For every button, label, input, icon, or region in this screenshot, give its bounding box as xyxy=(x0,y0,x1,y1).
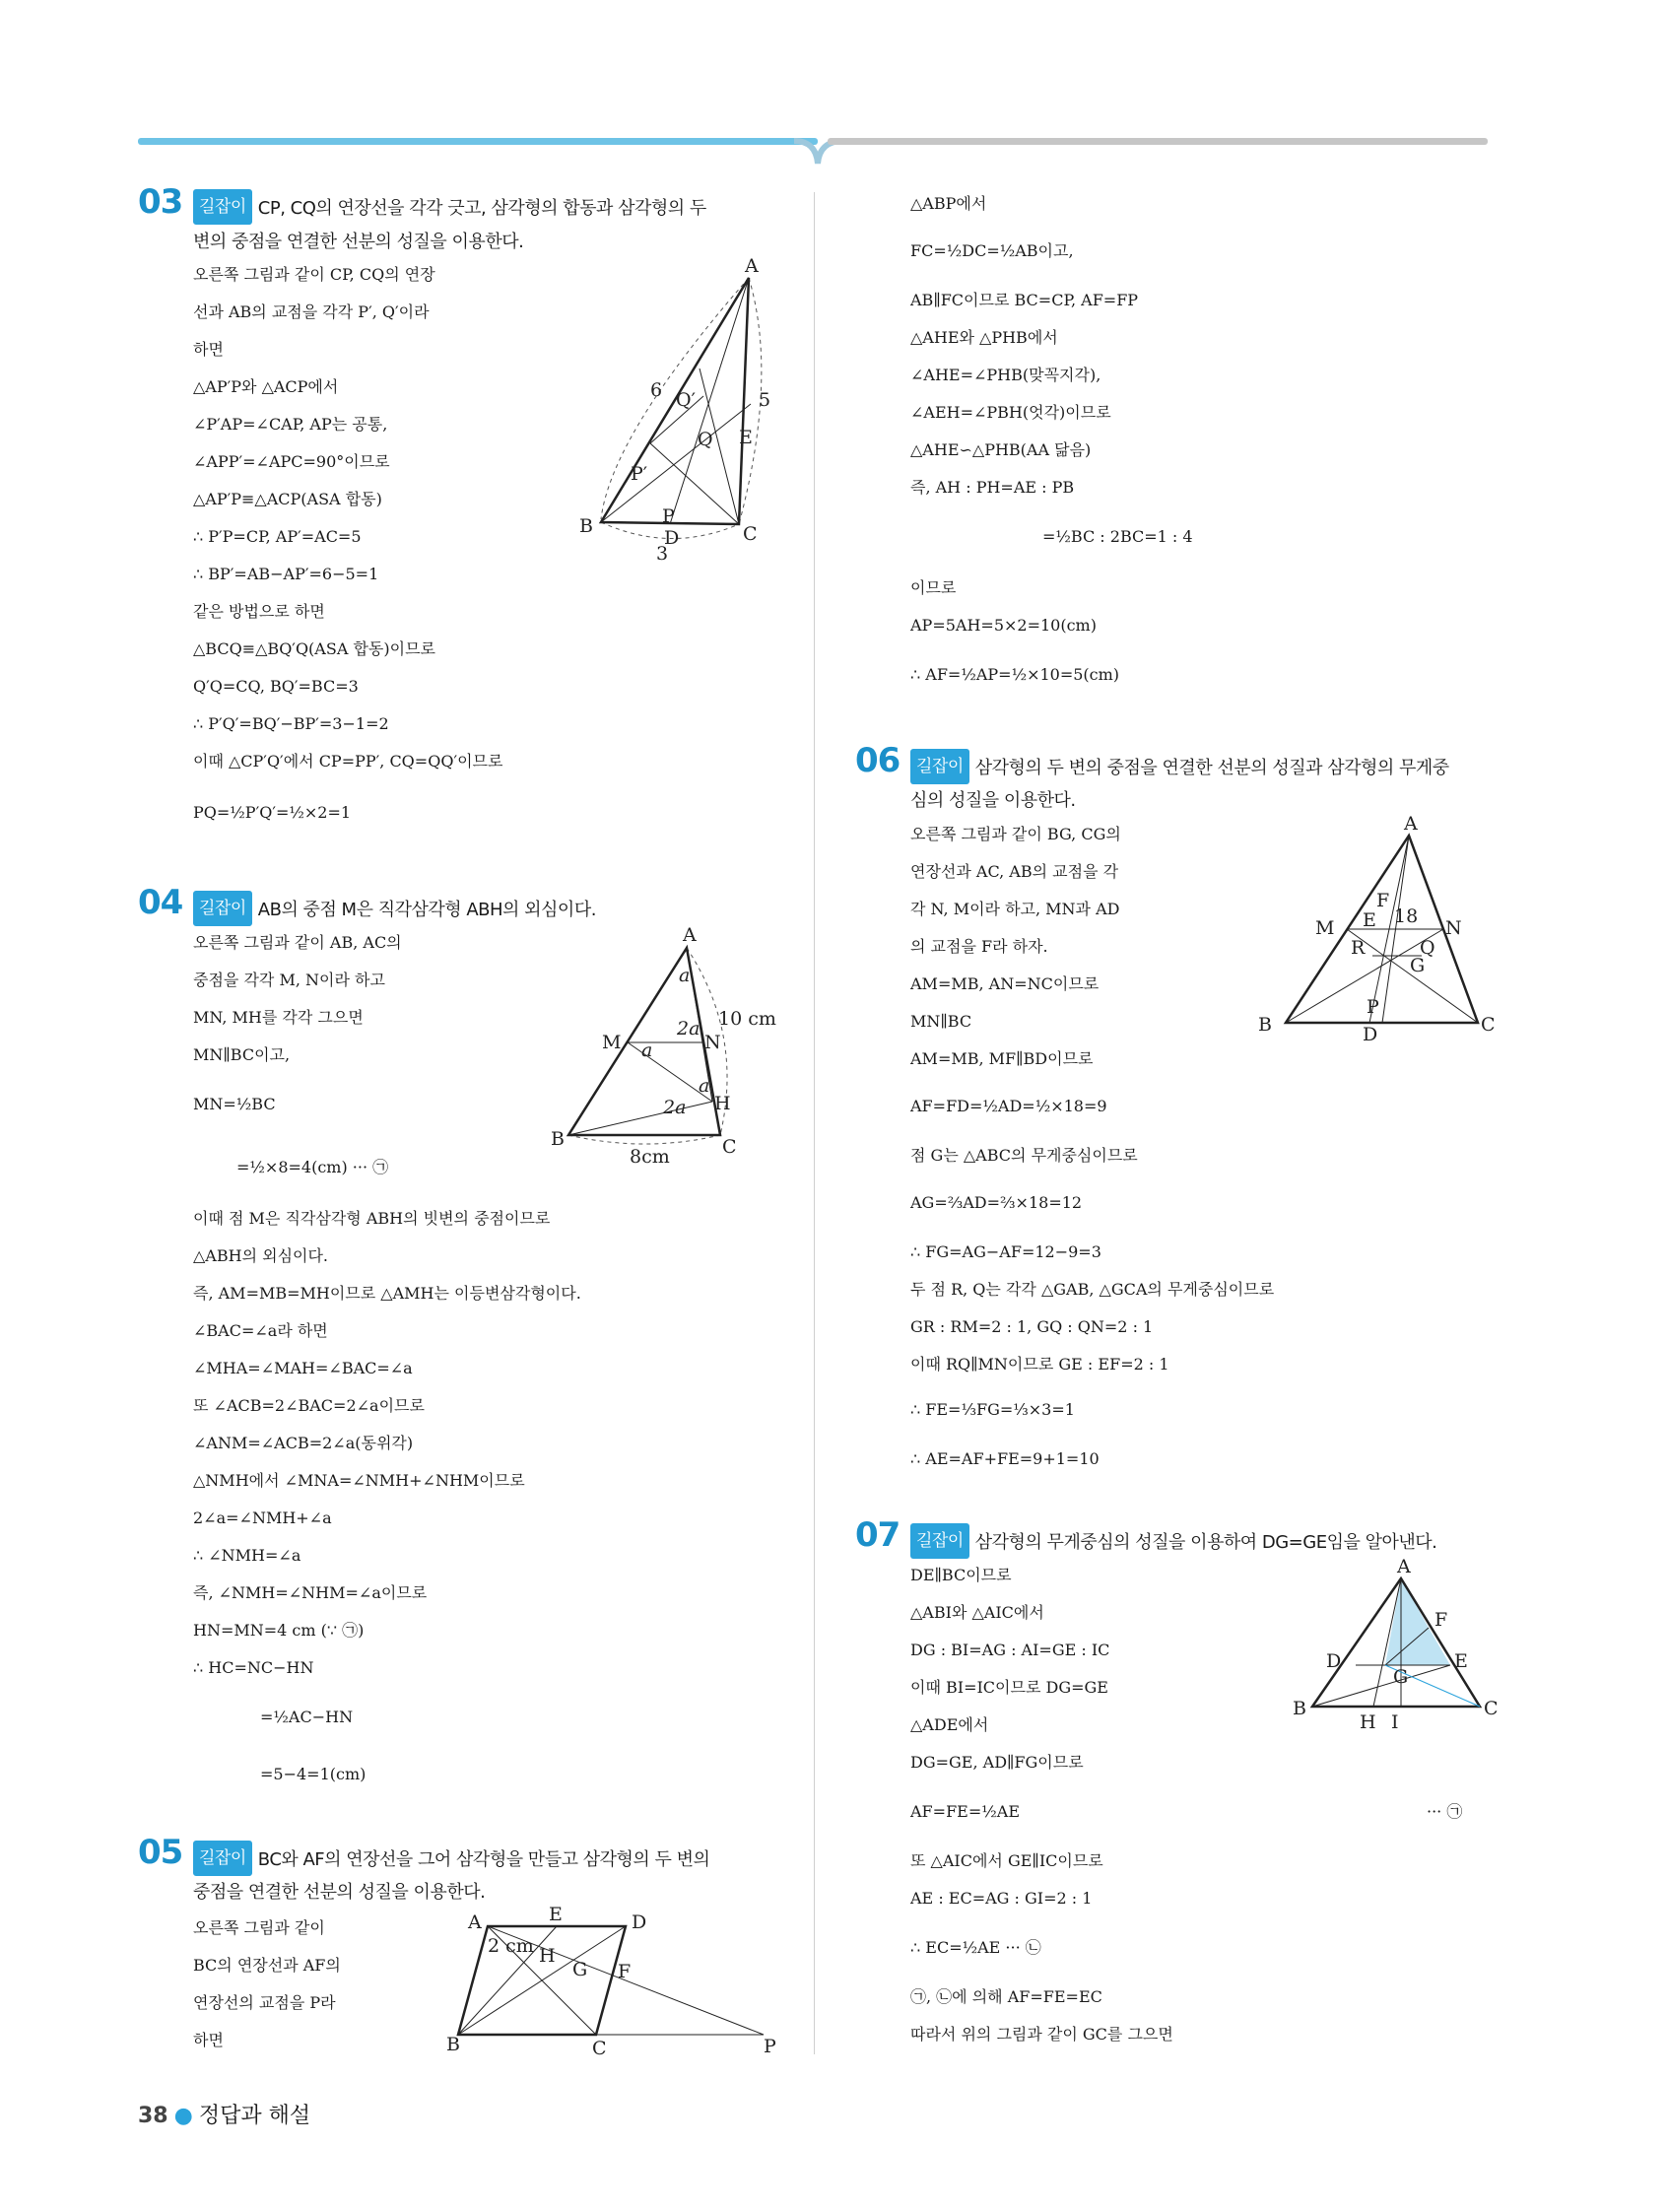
solution-line: PQ=½P′Q′=½×2=1 xyxy=(193,803,352,822)
fig-label-G: G xyxy=(1410,955,1426,976)
solution-line: △AHE와 △PHB에서 xyxy=(910,328,1058,347)
solution-line: ㉠, ㉡에 의해 AF=FE=EC xyxy=(910,1987,1102,2006)
fig-label-H: H xyxy=(714,1093,731,1114)
fig-label-C: C xyxy=(1484,1698,1499,1719)
header-bar-left xyxy=(138,138,818,145)
solution-line: AP=5AH=5×2=10(cm) xyxy=(910,616,1097,635)
solution-line: 하면 xyxy=(193,2031,224,2049)
fig-label-Q: Q xyxy=(698,429,713,450)
column-divider xyxy=(814,192,815,2054)
solution-line: △ADE에서 xyxy=(910,1715,989,1734)
fig-label-A: A xyxy=(683,924,697,946)
solution-line: DE∥BC이므로 xyxy=(910,1566,1012,1584)
hint-tag: 길잡이 xyxy=(193,891,252,926)
problem-number: 03 xyxy=(138,182,183,222)
problem-number: 04 xyxy=(138,883,183,922)
fig-label-C: C xyxy=(722,1136,737,1158)
solution-line: ∴ BP′=AB−AP′=6−5=1 xyxy=(193,565,379,583)
solution-line: △AP′P≡△ACP(ASA 합동) xyxy=(193,490,382,508)
fig-label-F: F xyxy=(1376,890,1390,911)
solution-line: ∴ HC=NC−HN xyxy=(193,1658,314,1677)
solution-line: AF=FE=½AE xyxy=(910,1802,1020,1821)
fig-label-A: A xyxy=(1404,813,1418,835)
solution-line: ∴ FE=⅓FG=⅓×3=1 xyxy=(910,1400,1075,1419)
fig-label-P: P xyxy=(764,2036,776,2057)
solution-line: MN∥BC이고, xyxy=(193,1045,291,1064)
solution-line: 오른쪽 그림과 같이 BG, CG의 xyxy=(910,825,1121,843)
solution-line: 오른쪽 그림과 같이 xyxy=(193,1918,325,1937)
solution-line: 이때 RQ∥MN이므로 GE : EF=2 : 1 xyxy=(910,1355,1169,1374)
fig-label-G: G xyxy=(1393,1666,1409,1688)
fig-label-A: A xyxy=(468,1911,482,1933)
solution-line: ∴ P′P=CP, AP′=AC=5 xyxy=(193,527,362,546)
hint-line: 변의 중점을 연결한 선분의 성질을 이용한다. xyxy=(193,232,524,252)
bullet-icon: ● xyxy=(173,2104,193,2128)
fig-label-A: A xyxy=(745,255,759,277)
solution-line: 이때 점 M은 직각삼각형 ABH의 빗변의 중점이므로 xyxy=(193,1209,551,1228)
triangle-figure-03 xyxy=(571,255,788,565)
fig-label-10cm: 10 cm xyxy=(718,1008,776,1030)
solution-line: AE : EC=AG : GI=2 : 1 xyxy=(910,1889,1093,1908)
hint-line: 중점을 연결한 선분의 성질을 이용한다. xyxy=(193,1882,486,1903)
solution-line: 같은 방법으로 하면 xyxy=(193,602,325,621)
fig-label-N: N xyxy=(1445,917,1462,939)
fig-label-2cm: 2 cm xyxy=(488,1935,534,1957)
solution-line: 각 N, M이라 하고, MN과 AD xyxy=(910,900,1120,918)
fig-label-3: 3 xyxy=(656,543,669,565)
hint-line xyxy=(193,189,706,226)
solution-line: ∠AHE=∠PHB(맞꼭지각), xyxy=(910,366,1101,384)
solution-line: ∴ ∠NMH=∠a xyxy=(193,1546,301,1565)
header-bar-right xyxy=(828,138,1488,145)
hint-line xyxy=(193,891,596,927)
hint-tag: 길잡이 xyxy=(193,1841,252,1876)
solution-line: △ABP에서 xyxy=(910,194,987,213)
solution-line: ∠ANM=∠ACB=2∠a(동위각) xyxy=(193,1434,414,1452)
fig-label-A: A xyxy=(1397,1556,1411,1577)
fig-label-E: E xyxy=(1454,1650,1468,1672)
fig-label-D: D xyxy=(1363,1024,1378,1045)
fig-label-18: 18 xyxy=(1394,905,1419,927)
fig-label-Q-prime: Q′ xyxy=(676,389,696,411)
fig-label-E: E xyxy=(549,1904,563,1925)
solution-line: 이때 △CP′Q′에서 CP=PP′, CQ=QQ′이므로 xyxy=(193,752,503,771)
solution-line: DG=GE, AD∥FG이므로 xyxy=(910,1753,1084,1772)
hint-text: BC와 AF의 연장선을 그어 삼각형을 만들고 삼각형의 두 변의 xyxy=(257,1849,710,1870)
hint-line: 심의 성질을 이용한다. xyxy=(910,790,1076,811)
solution-line: ∴ AE=AF+FE=9+1=10 xyxy=(910,1449,1100,1468)
hint-text: CP, CQ의 연장선을 각각 긋고, 삼각형의 합동과 삼각형의 두 xyxy=(257,198,706,219)
fig-label-angle-2a: 2a xyxy=(663,1097,687,1118)
solution-line: AG=⅔AD=⅔×18=12 xyxy=(910,1193,1083,1212)
fig-label-B: B xyxy=(1293,1698,1306,1719)
triangle-figure-07 xyxy=(1291,1556,1507,1736)
fig-label-R: R xyxy=(1351,937,1366,959)
solution-line: 선과 AB의 교점을 각각 P′, Q′이라 xyxy=(193,302,430,321)
solution-line: 두 점 R, Q는 각각 △GAB, △GCA의 무게중심이므로 xyxy=(910,1280,1275,1299)
problem-number: 06 xyxy=(855,741,901,780)
fig-label-B: B xyxy=(446,2034,460,2055)
hint-line xyxy=(910,1523,1436,1560)
fig-label-H: H xyxy=(1360,1711,1376,1733)
solution-line: △NMH에서 ∠MNA=∠NMH+∠NHM이므로 xyxy=(193,1471,525,1490)
page-footer xyxy=(138,2099,310,2129)
fig-label-8cm: 8cm xyxy=(630,1146,670,1168)
solution-line: MN∥BC xyxy=(910,1012,972,1031)
solution-line: ∠BAC=∠a라 하면 xyxy=(193,1321,328,1340)
solution-line: ∴ AF=½AP=½×10=5(cm) xyxy=(910,665,1120,684)
solution-line: 즉, AM=MB=MH이므로 △AMH는 이등변삼각형이다. xyxy=(193,1284,581,1303)
problem-number: 07 xyxy=(855,1515,901,1555)
fig-label-D: D xyxy=(632,1911,647,1933)
fig-label-D: D xyxy=(1326,1650,1342,1672)
solution-line: Q′Q=CQ, BQ′=BC=3 xyxy=(193,677,359,696)
fig-label-F: F xyxy=(618,1961,632,1982)
solution-line: 따라서 위의 그림과 같이 GC를 그으면 xyxy=(910,2025,1173,2044)
solution-line: △ABI와 △AIC에서 xyxy=(910,1603,1044,1622)
solution-line: GR : RM=2 : 1, GQ : QN=2 : 1 xyxy=(910,1317,1154,1336)
fig-label-I: I xyxy=(1391,1711,1399,1733)
solution-line: 오른쪽 그림과 같이 CP, CQ의 연장 xyxy=(193,265,435,284)
fig-label-M: M xyxy=(1315,917,1335,939)
solution-line: 의 교점을 F라 하자. xyxy=(910,937,1048,956)
fig-label-M: M xyxy=(602,1032,622,1053)
solution-line: =5−4=1(cm) xyxy=(260,1765,367,1783)
solution-line: BC의 연장선과 AF의 xyxy=(193,1956,341,1975)
solution-line: 하면 xyxy=(193,340,224,359)
solution-line: 또 ∠ACB=2∠BAC=2∠a이므로 xyxy=(193,1396,425,1415)
solution-line: 또 △AIC에서 GE∥IC이므로 xyxy=(910,1851,1103,1870)
fig-label-E: E xyxy=(739,427,753,448)
fig-label-D: D xyxy=(664,527,680,549)
solution-line: ∠APP′=∠APC=90°이므로 xyxy=(193,452,390,471)
fig-label-G: G xyxy=(572,1959,588,1980)
solution-line: AM=MB, MF∥BD이므로 xyxy=(910,1049,1094,1068)
fig-label-C: C xyxy=(592,2038,607,2059)
fig-label-Q: Q xyxy=(1420,937,1435,959)
fig-label-angle-a: a xyxy=(679,965,691,986)
solution-line: =½AC−HN xyxy=(260,1708,354,1726)
solution-line: AM=MB, AN=NC이므로 xyxy=(910,974,1100,993)
solution-line: ∴ FG=AG−AF=12−9=3 xyxy=(910,1242,1101,1261)
hint-tag: 길잡이 xyxy=(910,749,969,784)
hint-text: AB의 중점 M은 직각삼각형 ABH의 외심이다. xyxy=(257,900,596,920)
fig-label-B: B xyxy=(551,1128,565,1150)
solution-line: △AP′P와 △ACP에서 xyxy=(193,377,339,396)
fig-label-angle-2a: 2a xyxy=(677,1018,701,1039)
hint-text: 삼각형의 두 변의 중점을 연결한 선분의 성질과 삼각형의 무게중 xyxy=(974,758,1449,778)
fig-label-C: C xyxy=(743,523,758,545)
hint-line xyxy=(910,749,1449,785)
hint-tag: 길잡이 xyxy=(193,189,252,225)
problem-number: 05 xyxy=(138,1833,183,1872)
solution-line: 이므로 xyxy=(910,578,957,597)
solution-line: 즉, ∠NMH=∠NHM=∠a이므로 xyxy=(193,1583,428,1602)
solution-line: DG : BI=AG : AI=GE : IC xyxy=(910,1641,1110,1659)
solution-line: ∴ P′Q′=BQ′−BP′=3−1=2 xyxy=(193,714,389,733)
solution-line: ··· ㉠ xyxy=(1427,1802,1463,1821)
parallelogram-figure-05 xyxy=(446,1904,783,2059)
solution-line: =½BC : 2BC=1 : 4 xyxy=(1042,527,1193,546)
solution-line: 점 G는 △ABC의 무게중심이므로 xyxy=(910,1146,1138,1165)
fig-label-N: N xyxy=(704,1032,721,1053)
fig-label-P: P xyxy=(1367,996,1379,1018)
fig-label-B: B xyxy=(579,515,593,537)
hint-line xyxy=(193,1841,709,1877)
solution-line: FC=½DC=½AB이고, xyxy=(910,241,1074,260)
fig-label-6: 6 xyxy=(650,379,663,401)
solution-line: ∠P′AP=∠CAP, AP는 공통, xyxy=(193,415,388,434)
solution-line: 중점을 각각 M, N이라 하고 xyxy=(193,971,385,989)
fig-label-angle-a: a xyxy=(699,1075,710,1097)
section-title: 정답과 해설 xyxy=(198,2104,311,2128)
solution-line: MN=½BC xyxy=(193,1095,276,1113)
solution-line: HN=MN=4 cm (∵ ㉠) xyxy=(193,1621,365,1640)
solution-line: MN, MH를 각각 그으면 xyxy=(193,1008,364,1027)
hint-tag: 길잡이 xyxy=(910,1523,969,1559)
fig-label-P: P xyxy=(662,505,675,527)
solution-line: AF=FD=½AD=½×18=9 xyxy=(910,1097,1107,1115)
fig-label-H: H xyxy=(539,1945,556,1967)
fig-label-F: F xyxy=(1434,1609,1448,1631)
fig-label-E: E xyxy=(1363,909,1376,931)
solution-line: 즉, AH : PH=AE : PB xyxy=(910,478,1075,497)
solution-line: △AHE∽△PHB(AA 닮음) xyxy=(910,440,1092,459)
fig-label-B: B xyxy=(1258,1014,1272,1036)
solution-line: 이때 BI=IC이므로 DG=GE xyxy=(910,1678,1108,1697)
solution-line: ∠AEH=∠PBH(엇각)이므로 xyxy=(910,403,1111,422)
solution-line: 2∠a=∠NMH+∠a xyxy=(193,1508,332,1527)
triangle-figure-06 xyxy=(1246,813,1502,1045)
fig-label-C: C xyxy=(1481,1014,1496,1036)
solution-line: △BCQ≡△BQ′Q(ASA 합동)이므로 xyxy=(193,639,435,658)
solution-line: △ABH의 외심이다. xyxy=(193,1246,329,1265)
solution-line: =½×8=4(cm) ··· ㉠ xyxy=(236,1158,389,1176)
solution-line: 연장선의 교점을 P라 xyxy=(193,1993,336,2012)
solution-line: ∴ EC=½AE ··· ㉡ xyxy=(910,1938,1041,1957)
solution-line: 오른쪽 그림과 같이 AB, AC의 xyxy=(193,933,402,952)
solution-line: ∠MHA=∠MAH=∠BAC=∠a xyxy=(193,1359,413,1377)
fig-label-5: 5 xyxy=(759,389,771,411)
hint-text: 삼각형의 무게중심의 성질을 이용하여 DG=GE임을 알아낸다. xyxy=(974,1532,1437,1553)
solution-line: 연장선과 AC, AB의 교점을 각 xyxy=(910,862,1119,881)
fig-label-P-prime: P′ xyxy=(631,463,648,485)
solution-line: AB∥FC이므로 BC=CP, AF=FP xyxy=(910,291,1139,309)
fig-label-angle-a: a xyxy=(641,1039,653,1061)
page-number: 38 xyxy=(138,2104,168,2128)
triangle-figure-04 xyxy=(547,924,783,1168)
